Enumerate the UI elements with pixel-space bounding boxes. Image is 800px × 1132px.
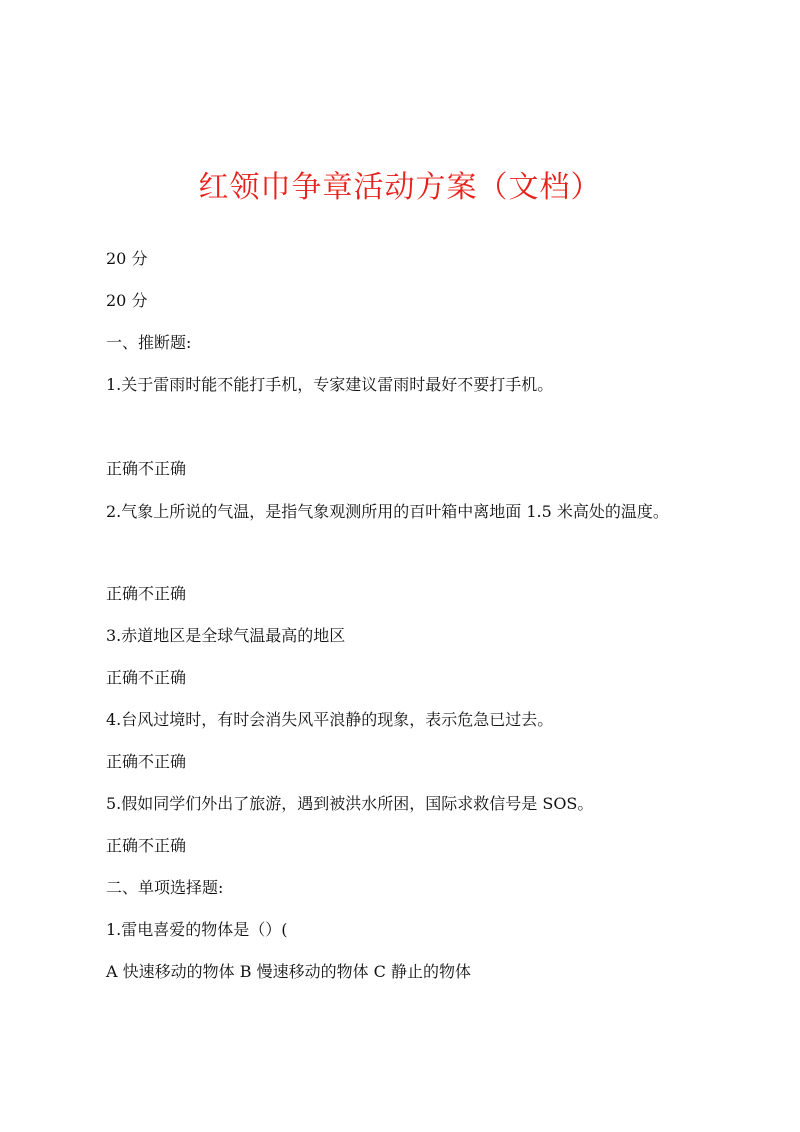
question-2: 2.气象上所说的气温，是指气象观测所用的百叶箱中离地面 1.5 米高处的温度。 — [106, 502, 669, 521]
answer-options-5: 正确不正确 — [106, 836, 187, 855]
answer-options-4: 正确不正确 — [106, 752, 187, 771]
question-5: 5.假如同学们外出了旅游，遇到被洪水所困，国际求救信号是 SOS。 — [106, 794, 594, 813]
answer-options-2: 正确不正确 — [106, 584, 187, 603]
choice-options-1: A 快速移动的物体 B 慢速移动的物体 C 静止的物体 — [106, 962, 471, 981]
question-3: 3.赤道地区是全球气温最高的地区 — [106, 626, 346, 645]
question-1: 1.关于雷雨时能不能打手机，专家建议雷雨时最好不要打手机。 — [106, 375, 554, 394]
answer-options-3: 正确不正确 — [106, 668, 187, 687]
section-heading-judgment: 一、推断题: — [106, 333, 192, 352]
score-line-2: 20 分 — [106, 291, 148, 310]
section-heading-single-choice: 二、单项选择题: — [106, 878, 224, 897]
document-title: 红领巾争章活动方案（文档） — [198, 170, 602, 205]
question-4: 4.台风过境时，有时会消失风平浪静的现象，表示危急已过去。 — [106, 710, 554, 729]
answer-options-1: 正确不正确 — [106, 459, 187, 478]
choice-question-1: 1.雷电喜爱的物体是（）( — [106, 920, 288, 939]
score-line-1: 20 分 — [106, 249, 148, 268]
